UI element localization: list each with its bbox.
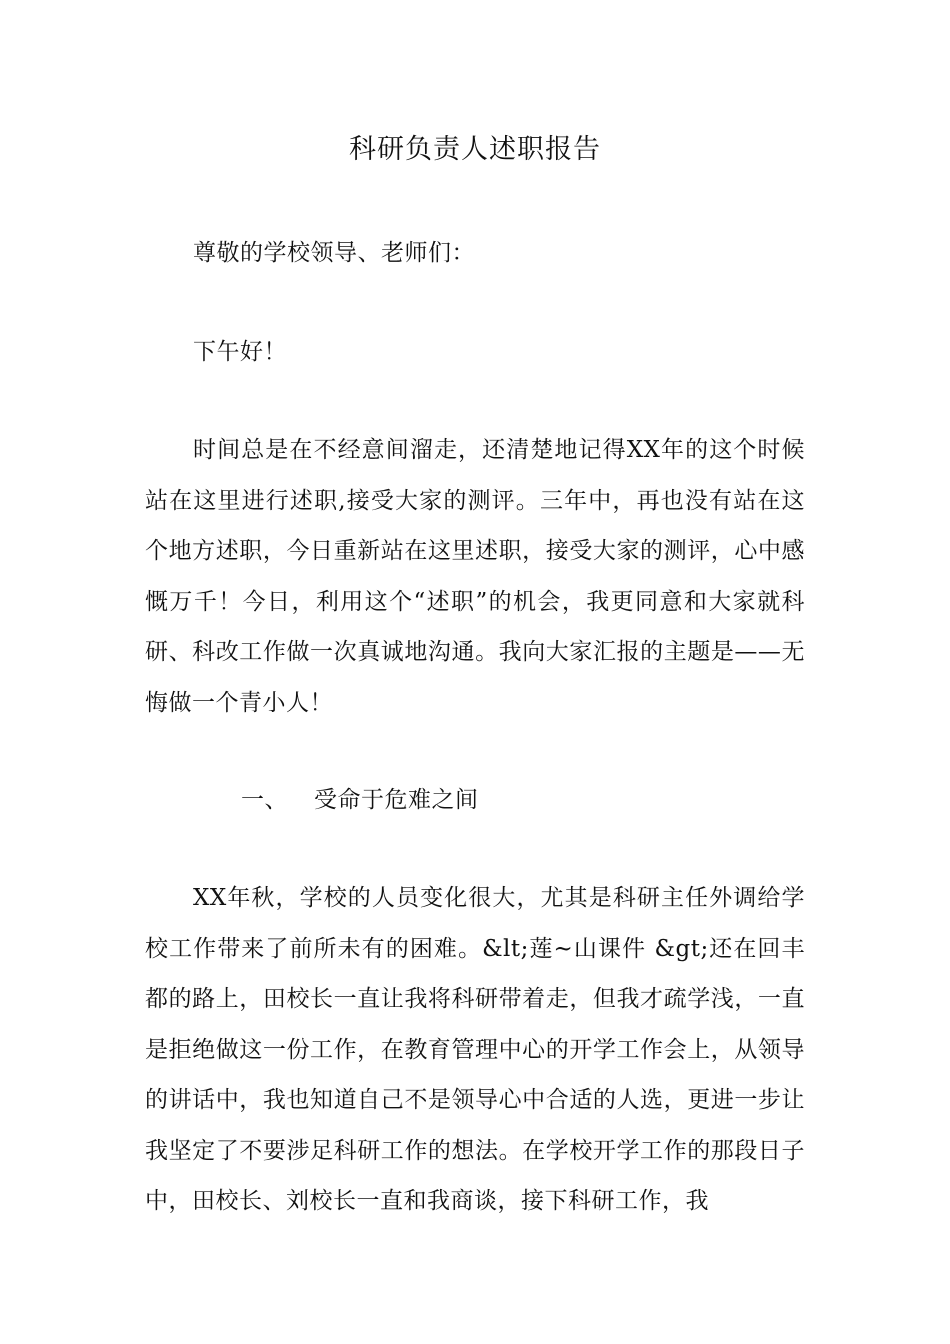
section-heading <box>145 775 805 826</box>
section-number: 一、 <box>241 787 288 813</box>
salutation: 尊敬的学校领导、老师们： <box>193 240 475 266</box>
paragraph-intro: 时间总是在不经意间溜走，还清楚地记得XX年的这个时候站在这里进行述职,接受大家的测评。三年中，再也没有站在这个地方述职，今日重新站在这里述职，接受大家的测评，心中感慨万千！今日，利用这个“述职”的机会，我更同意和大家就科研、科改工作做一次真诚地沟通。我向大家汇报的主题是——无悔做一个青小人！ <box>145 437 805 716</box>
paragraph-section-one: XX年秋，学校的人员变化很大，尤其是科研主任外调给学校工作带来了前所未有的困难。&lt;莲~山课件 &gt;还在回丰都的路上，田校长一直让我将科研带着走，但我才疏学浅，一直是拒绝做这一份工作，在教育管理中心的开学工作会上，从领导的讲话中，我也知道自己不是领导心中合适的人选，更进一步让我坚定了不要涉足科研工作的想法。在学校开学工作的那段日子中，田校长、刘校长一直和我商谈，接下科研工作，我 <box>145 885 805 1214</box>
document-title: 科研负责人述职报告 <box>349 134 601 165</box>
section-title: 受命于危难之间 <box>314 787 479 813</box>
greeting: 下午好！ <box>193 339 287 365</box>
